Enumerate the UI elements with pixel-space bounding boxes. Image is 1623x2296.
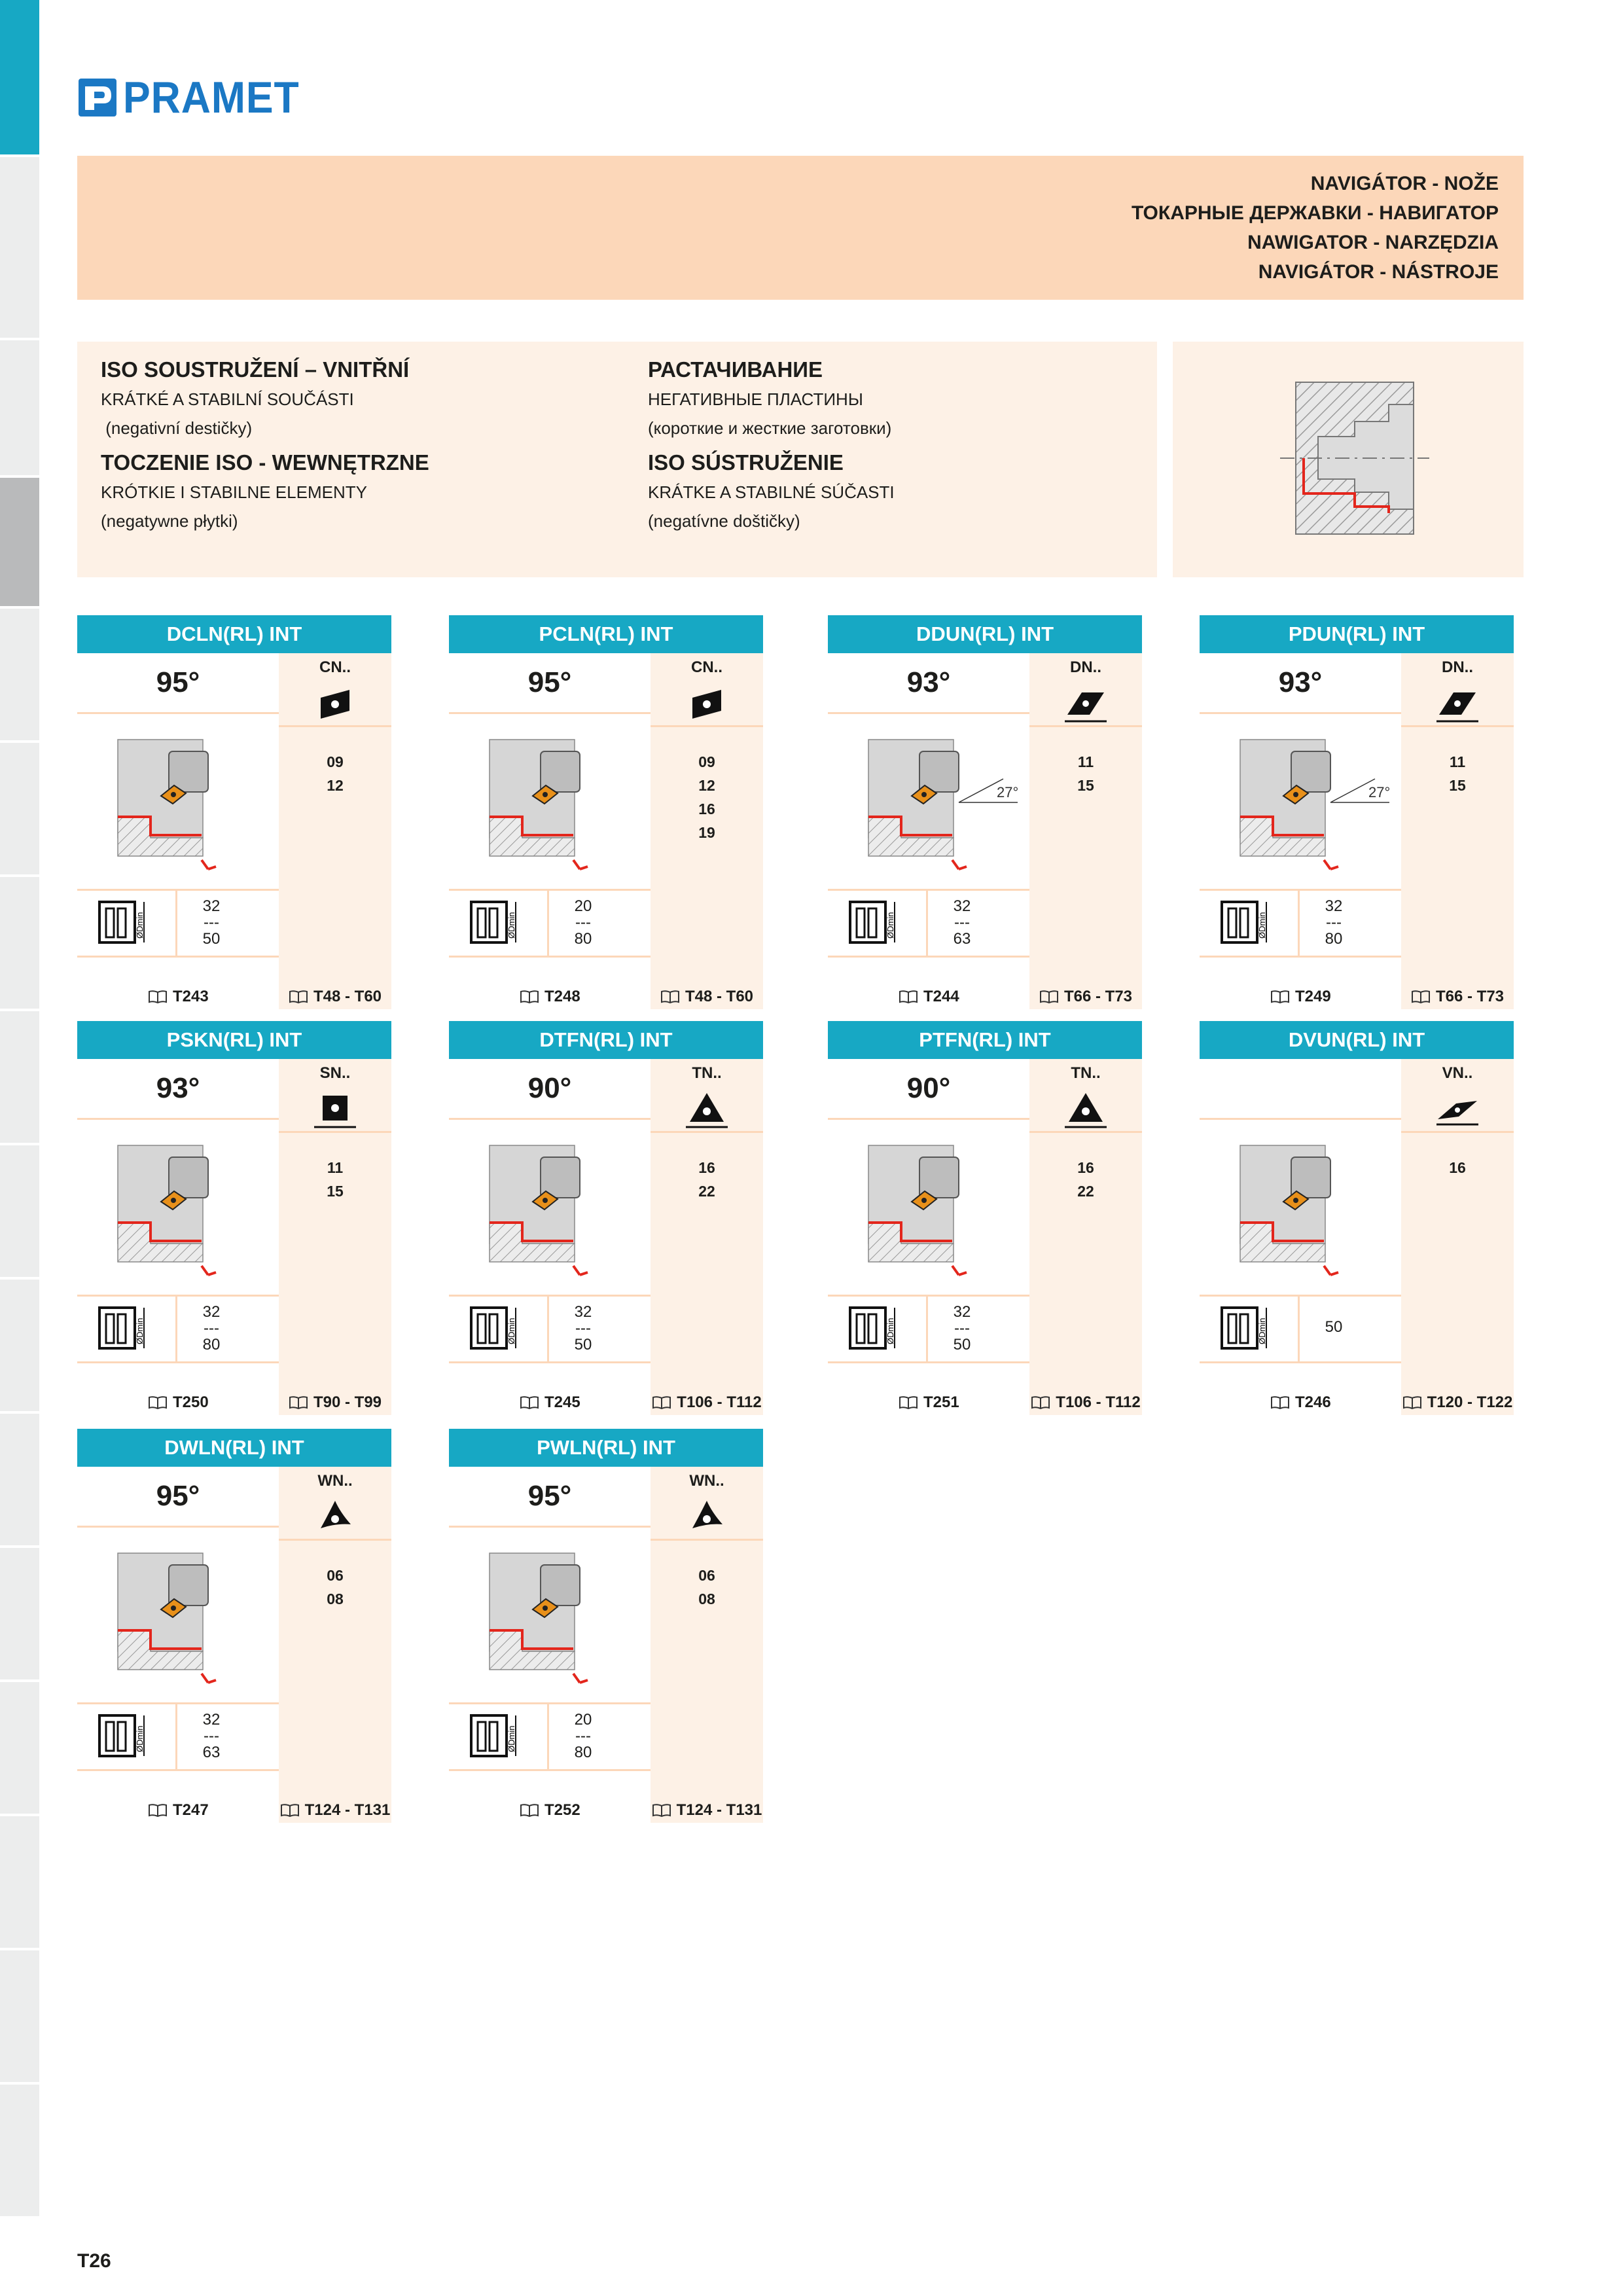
insert-size: 22 xyxy=(698,1183,715,1200)
holder-application-drawing xyxy=(103,1131,274,1288)
divider xyxy=(828,1118,1029,1120)
divider xyxy=(1200,1118,1401,1120)
divider xyxy=(77,1769,279,1771)
dmin-values xyxy=(923,898,1001,947)
approach-angle: 90° xyxy=(527,1072,572,1104)
divider xyxy=(77,1526,279,1528)
bore-diameter-icon xyxy=(469,1710,529,1763)
divider xyxy=(77,712,279,714)
insert-size: 19 xyxy=(698,824,715,841)
brand-logo[interactable] xyxy=(77,75,315,120)
holder-page-ref[interactable] xyxy=(1270,1390,1331,1415)
tool-holder-card[interactable] xyxy=(449,1021,763,1415)
dmin-values xyxy=(923,1304,1001,1353)
insert-sizes xyxy=(279,1564,391,1611)
angle-note: 27° xyxy=(997,784,1019,800)
internal-turning-diagram xyxy=(1173,342,1524,577)
approach-angle: 93° xyxy=(906,666,951,698)
insert-type: WN.. xyxy=(689,1472,724,1490)
holder-page-ref-text: T245 xyxy=(544,1393,580,1411)
divider xyxy=(449,1702,651,1704)
holder-page-ref-text: T247 xyxy=(173,1801,209,1819)
dmin-values xyxy=(172,898,251,947)
insert-type: DN.. xyxy=(1070,658,1101,676)
holder-application-drawing xyxy=(103,1539,274,1696)
bore-diameter-icon xyxy=(469,897,529,949)
dmin-values xyxy=(544,898,622,947)
insert-size: 12 xyxy=(698,777,715,794)
dmin-label: ØDmin xyxy=(1257,1318,1267,1344)
side-tab[interactable] xyxy=(0,1011,39,1145)
insert-page-ref[interactable] xyxy=(1401,984,1514,1009)
intro-column-2 xyxy=(648,355,895,535)
insert-page-ref-text: T66 - T73 xyxy=(1435,988,1505,1005)
insert-page-ref-text: T120 - T122 xyxy=(1427,1393,1513,1411)
side-tab-active[interactable] xyxy=(0,0,39,157)
book-icon xyxy=(520,1395,539,1410)
intro-sub-sk: KRÁTKE A STABILNÉ SÚČASTI xyxy=(648,482,895,502)
intro-note-cz: (negativní destičky) xyxy=(101,418,253,438)
holder-designation[interactable]: PDUN(RL) INT xyxy=(1200,615,1514,653)
dmin-min: 32 xyxy=(953,1303,971,1321)
bore-diameter-icon xyxy=(97,897,157,949)
book-icon xyxy=(148,1395,168,1410)
insert-size: 09 xyxy=(698,753,715,770)
dmin-separator: --- xyxy=(1326,914,1342,931)
insert-sizes xyxy=(651,1156,763,1203)
holder-application-drawing xyxy=(1226,1131,1396,1288)
holder-application-drawing xyxy=(854,725,1024,882)
dmin-label: ØDmin xyxy=(885,912,895,939)
book-icon xyxy=(1270,1395,1290,1410)
divider xyxy=(1029,725,1142,727)
rhombus-80-insert-icon xyxy=(686,683,728,725)
trigon-insert-icon xyxy=(686,1497,728,1539)
side-tab[interactable] xyxy=(0,2085,39,2219)
holder-designation[interactable]: PCLN(RL) INT xyxy=(449,615,763,653)
side-tab[interactable] xyxy=(0,157,39,340)
book-icon xyxy=(289,1395,308,1410)
approach-angle: 95° xyxy=(156,666,200,698)
divider xyxy=(77,1295,279,1297)
intro-sub-cz: KRÁTKÉ A STABILNÍ SOUČÁSTI xyxy=(101,389,354,409)
dmin-min: 32 xyxy=(1325,897,1343,915)
dmin-separator: --- xyxy=(575,1727,591,1745)
dmin-max: 80 xyxy=(202,1336,221,1354)
insert-page-ref-text: T124 - T131 xyxy=(304,1801,391,1819)
insert-size: 08 xyxy=(327,1590,344,1607)
dmin-label: ØDmin xyxy=(507,1725,516,1752)
insert-page-ref[interactable] xyxy=(1029,984,1142,1009)
tool-holder-card[interactable] xyxy=(828,1021,1142,1415)
dmin-label: ØDmin xyxy=(507,1318,516,1344)
dmin-label: ØDmin xyxy=(885,1318,895,1344)
intro-sub-pl: KRÓTKIE I STABILNE ELEMENTY xyxy=(101,482,367,502)
book-icon xyxy=(1270,990,1290,1004)
tool-holder-card[interactable] xyxy=(77,1429,391,1823)
dmin-min: 20 xyxy=(574,897,592,915)
dmin-label: ØDmin xyxy=(507,912,516,939)
bore-diameter-icon xyxy=(847,1302,908,1355)
dmin-min: 32 xyxy=(202,1303,221,1321)
insert-sizes xyxy=(279,750,391,797)
insert-size: 16 xyxy=(698,800,715,817)
side-tab[interactable] xyxy=(0,1548,39,1682)
dmin-values xyxy=(544,1304,622,1353)
book-icon xyxy=(148,990,168,1004)
dmin-label: ØDmin xyxy=(135,912,145,939)
book-icon xyxy=(652,1395,671,1410)
holder-designation[interactable]: PSKN(RL) INT xyxy=(77,1021,391,1059)
page-number: T26 xyxy=(77,2250,111,2272)
divider xyxy=(1401,725,1514,727)
side-tab[interactable] xyxy=(0,1682,39,1816)
divider xyxy=(1029,1131,1142,1133)
side-tab-current[interactable] xyxy=(0,478,39,609)
approach-angle: 90° xyxy=(906,1072,951,1104)
tool-holder-card[interactable] xyxy=(77,615,391,1009)
insert-size: 15 xyxy=(1449,777,1466,794)
insert-type: WN.. xyxy=(317,1472,353,1490)
dmin-max: 80 xyxy=(574,930,592,948)
holder-designation[interactable]: DWLN(RL) INT xyxy=(77,1429,391,1467)
holder-designation[interactable]: DDUN(RL) INT xyxy=(828,615,1142,653)
section-intro xyxy=(77,342,1157,577)
tool-holder-card[interactable] xyxy=(1200,615,1514,1009)
approach-angle: 95° xyxy=(156,1480,200,1512)
approach-angle: 95° xyxy=(527,1480,572,1512)
book-icon xyxy=(1039,990,1059,1004)
insert-page-ref-text: T48 - T60 xyxy=(685,988,754,1005)
dmin-separator: --- xyxy=(204,914,219,931)
holder-page-ref[interactable] xyxy=(899,984,959,1009)
divider xyxy=(449,712,651,714)
holder-page-ref-text: T252 xyxy=(544,1801,580,1819)
dmin-values xyxy=(544,1712,622,1761)
holder-page-ref-text: T248 xyxy=(544,988,580,1005)
insert-page-ref-text: T90 - T99 xyxy=(313,1393,382,1411)
divider xyxy=(449,1361,651,1363)
holder-designation[interactable]: DCLN(RL) INT xyxy=(77,615,391,653)
header-banner xyxy=(77,156,1524,300)
dmin-values xyxy=(1294,898,1373,947)
dmin-separator: --- xyxy=(204,1319,219,1337)
divider xyxy=(1200,889,1401,891)
triangle-insert-icon xyxy=(1065,1089,1107,1131)
dmin-max: 80 xyxy=(1325,930,1343,948)
divider xyxy=(77,1118,279,1120)
rhombus-55-insert-icon xyxy=(1065,683,1107,725)
insert-type: SN.. xyxy=(319,1064,351,1082)
insert-page-ref-text: T124 - T131 xyxy=(676,1801,762,1819)
holder-application-drawing xyxy=(475,1539,645,1696)
side-index-strip xyxy=(0,0,39,2296)
approach-angle: 93° xyxy=(156,1072,200,1104)
insert-page-ref[interactable] xyxy=(651,1798,763,1823)
dmin-separator: --- xyxy=(575,914,591,931)
insert-sizes xyxy=(1401,1156,1514,1179)
dmin-min: 32 xyxy=(953,897,971,915)
intro-heading-pl: TOCZENIE ISO - WEWNĘTRZNE xyxy=(101,450,429,475)
dmin-min: 32 xyxy=(574,1303,592,1321)
holder-designation[interactable]: PWLN(RL) INT xyxy=(449,1429,763,1467)
divider xyxy=(449,1769,651,1771)
dmin-label: ØDmin xyxy=(135,1318,145,1344)
divider xyxy=(828,712,1029,714)
approach-angle: 95° xyxy=(527,666,572,698)
insert-size: 15 xyxy=(1077,777,1094,794)
rhombus-80-insert-icon xyxy=(314,683,356,725)
insert-size: 06 xyxy=(327,1567,344,1584)
divider xyxy=(77,1361,279,1363)
divider xyxy=(449,1526,651,1528)
insert-sizes xyxy=(1029,750,1142,797)
insert-page-ref[interactable] xyxy=(651,984,763,1009)
holder-application-drawing xyxy=(854,1131,1024,1288)
divider xyxy=(449,1295,651,1297)
insert-page-ref[interactable] xyxy=(651,1390,763,1415)
insert-page-ref[interactable] xyxy=(279,1798,391,1823)
tool-holder-card[interactable] xyxy=(449,615,763,1009)
side-tab[interactable] xyxy=(0,1816,39,1950)
divider xyxy=(279,725,391,727)
book-icon xyxy=(652,1803,671,1818)
divider xyxy=(1200,1295,1401,1297)
holder-page-ref-text: T250 xyxy=(173,1393,209,1411)
divider xyxy=(1200,956,1401,958)
insert-type: DN.. xyxy=(1442,658,1473,676)
side-tab[interactable] xyxy=(0,743,39,877)
rhombus-55-insert-icon xyxy=(1436,683,1478,725)
divider xyxy=(1200,1361,1401,1363)
holder-page-ref[interactable] xyxy=(899,1390,959,1415)
tool-holder-card[interactable] xyxy=(449,1429,763,1823)
pramet-logo-icon xyxy=(77,77,118,118)
insert-size: 22 xyxy=(1077,1183,1094,1200)
holder-designation[interactable]: DVUN(RL) INT xyxy=(1200,1021,1514,1059)
intro-heading-ru: РАСТАЧИВАНИЕ xyxy=(648,357,823,382)
holder-application-drawing xyxy=(475,725,645,882)
side-tab[interactable] xyxy=(0,877,39,1011)
book-icon xyxy=(280,1803,300,1818)
insert-size: 11 xyxy=(1077,753,1094,770)
divider xyxy=(828,956,1029,958)
banner-line-pl: NAWIGATOR - NARZĘDZIA xyxy=(1247,232,1499,253)
divider xyxy=(651,1539,763,1541)
tool-holder-card[interactable] xyxy=(828,615,1142,1009)
insert-type: TN.. xyxy=(1071,1064,1101,1082)
holder-page-ref-text: T249 xyxy=(1295,988,1331,1005)
insert-size: 09 xyxy=(327,753,344,770)
dmin-separator: --- xyxy=(204,1727,219,1745)
insert-type: CN.. xyxy=(319,658,351,676)
book-icon xyxy=(1031,1395,1050,1410)
holder-designation[interactable]: DTFN(RL) INT xyxy=(449,1021,763,1059)
divider xyxy=(449,1118,651,1120)
insert-size: 16 xyxy=(698,1159,715,1176)
holder-page-ref[interactable] xyxy=(520,1798,580,1823)
divider xyxy=(828,1295,1029,1297)
banner-line-sk: NAVIGÁTOR - NÁSTROJE xyxy=(1258,261,1499,283)
holder-page-ref-text: T251 xyxy=(923,1393,959,1411)
divider xyxy=(77,889,279,891)
divider xyxy=(449,956,651,958)
insert-page-ref-text: T106 - T112 xyxy=(677,1393,762,1411)
holder-page-ref-text: T246 xyxy=(1295,1393,1331,1411)
insert-page-ref-text: T66 - T73 xyxy=(1063,988,1133,1005)
insert-page-ref[interactable] xyxy=(279,984,391,1009)
approach-angle xyxy=(1200,1059,1401,1118)
dmin-values xyxy=(172,1304,251,1353)
triangle-insert-icon xyxy=(686,1089,728,1131)
insert-size: 16 xyxy=(1449,1159,1466,1176)
dmin-label: ØDmin xyxy=(1257,912,1267,939)
divider xyxy=(651,1131,763,1133)
holder-application-drawing xyxy=(475,1131,645,1288)
book-icon xyxy=(520,1803,539,1818)
divider xyxy=(449,889,651,891)
tool-holder-card[interactable] xyxy=(77,1021,391,1415)
intro-column-1 xyxy=(101,355,429,535)
book-icon xyxy=(148,1803,168,1818)
insert-sizes xyxy=(651,750,763,844)
book-icon xyxy=(289,990,308,1004)
insert-size: 12 xyxy=(327,777,344,794)
divider xyxy=(1401,1131,1514,1133)
bore-diameter-icon xyxy=(847,897,908,949)
bore-diameter-icon xyxy=(469,1302,529,1355)
side-tab[interactable] xyxy=(0,1414,39,1548)
insert-size: 11 xyxy=(327,1159,344,1176)
side-tab[interactable] xyxy=(0,1145,39,1280)
dmin-min: 20 xyxy=(574,1711,592,1729)
insert-sizes xyxy=(651,1564,763,1611)
insert-sizes xyxy=(1029,1156,1142,1203)
divider xyxy=(77,1702,279,1704)
dmin-min: 32 xyxy=(202,1711,221,1729)
dmin-values xyxy=(172,1712,251,1761)
holder-page-ref-text: T244 xyxy=(923,988,959,1005)
dmin-label: ØDmin xyxy=(135,1725,145,1752)
divider xyxy=(1200,712,1401,714)
intro-sub-ru: НЕГАТИВНЫЕ ПЛАСТИНЫ xyxy=(648,389,863,409)
divider xyxy=(279,1131,391,1133)
dmin-separator: --- xyxy=(575,1319,591,1337)
bore-diameter-icon xyxy=(1219,1302,1279,1355)
dmin-max: 50 xyxy=(574,1336,592,1354)
insert-size: 16 xyxy=(1077,1159,1094,1176)
side-tab[interactable] xyxy=(0,340,39,478)
insert-size: 08 xyxy=(698,1590,715,1607)
dmin-value: 50 xyxy=(1325,1318,1343,1336)
intro-note-sk: (negatívne doštičky) xyxy=(648,511,800,531)
holder-page-ref[interactable] xyxy=(520,1390,580,1415)
holder-page-ref[interactable] xyxy=(148,1798,209,1823)
holder-page-ref[interactable] xyxy=(148,1390,209,1415)
dmin-separator: --- xyxy=(954,914,970,931)
book-icon xyxy=(1411,990,1431,1004)
holder-page-ref[interactable] xyxy=(520,984,580,1009)
banner-line-ru: ТОКАРНЫЕ ДЕРЖАВКИ - НАВИГАТОР xyxy=(1131,202,1499,224)
side-tab[interactable] xyxy=(0,609,39,743)
rhombus-35-insert-icon xyxy=(1436,1089,1478,1131)
trigon-insert-icon xyxy=(314,1497,356,1539)
tool-holder-card[interactable] xyxy=(1200,1021,1514,1415)
insert-page-ref[interactable] xyxy=(1029,1390,1142,1415)
approach-angle: 93° xyxy=(1278,666,1323,698)
insert-sizes xyxy=(1401,750,1514,797)
bore-diameter-icon xyxy=(97,1302,157,1355)
insert-page-ref-text: T48 - T60 xyxy=(313,988,382,1005)
insert-page-ref[interactable] xyxy=(279,1390,391,1415)
insert-page-ref[interactable] xyxy=(1401,1390,1514,1415)
brand-name: PRAMET xyxy=(123,73,300,122)
square-insert-icon xyxy=(314,1089,356,1131)
insert-size: 06 xyxy=(698,1567,715,1584)
divider xyxy=(77,956,279,958)
insert-size: 11 xyxy=(1449,753,1466,770)
bore-diameter-icon xyxy=(1219,897,1279,949)
dmin-max: 80 xyxy=(574,1744,592,1761)
dmin-max: 50 xyxy=(953,1336,971,1354)
holder-designation[interactable]: PTFN(RL) INT xyxy=(828,1021,1142,1059)
bore-diameter-icon xyxy=(97,1710,157,1763)
dmin-separator: --- xyxy=(954,1319,970,1337)
divider xyxy=(828,889,1029,891)
holder-page-ref[interactable] xyxy=(148,984,209,1009)
holder-page-ref-text: T243 xyxy=(173,988,209,1005)
intro-heading-cz: ISO SOUSTRUŽENÍ – VNITŘNÍ xyxy=(101,357,410,382)
book-icon xyxy=(899,1395,918,1410)
dmin-max: 63 xyxy=(953,930,971,948)
dmin-max: 50 xyxy=(202,930,221,948)
dmin-min: 32 xyxy=(202,897,221,915)
divider xyxy=(828,1361,1029,1363)
angle-note: 27° xyxy=(1368,784,1391,800)
side-tab[interactable] xyxy=(0,1280,39,1414)
book-icon xyxy=(1402,1395,1422,1410)
holder-page-ref[interactable] xyxy=(1270,984,1331,1009)
side-tab[interactable] xyxy=(0,1950,39,2085)
insert-sizes xyxy=(279,1156,391,1203)
insert-type: TN.. xyxy=(692,1064,722,1082)
dmin-max: 63 xyxy=(202,1744,221,1761)
book-icon xyxy=(660,990,680,1004)
holder-application-drawing xyxy=(103,725,274,882)
intro-note-ru: (короткие и жесткие заготовки) xyxy=(648,418,892,438)
insert-page-ref-text: T106 - T112 xyxy=(1056,1393,1141,1411)
insert-size: 15 xyxy=(327,1183,344,1200)
holder-application-drawing xyxy=(1226,725,1396,882)
intro-heading-sk: ISO SÚSTRUŽENIE xyxy=(648,450,844,475)
intro-note-pl: (negatywne płytki) xyxy=(101,511,238,531)
divider xyxy=(279,1539,391,1541)
insert-type: CN.. xyxy=(691,658,722,676)
book-icon xyxy=(520,990,539,1004)
banner-line-cz: NAVIGÁTOR - NOŽE xyxy=(1310,173,1499,194)
insert-type: VN.. xyxy=(1442,1064,1473,1082)
divider xyxy=(651,725,763,727)
book-icon xyxy=(899,990,918,1004)
